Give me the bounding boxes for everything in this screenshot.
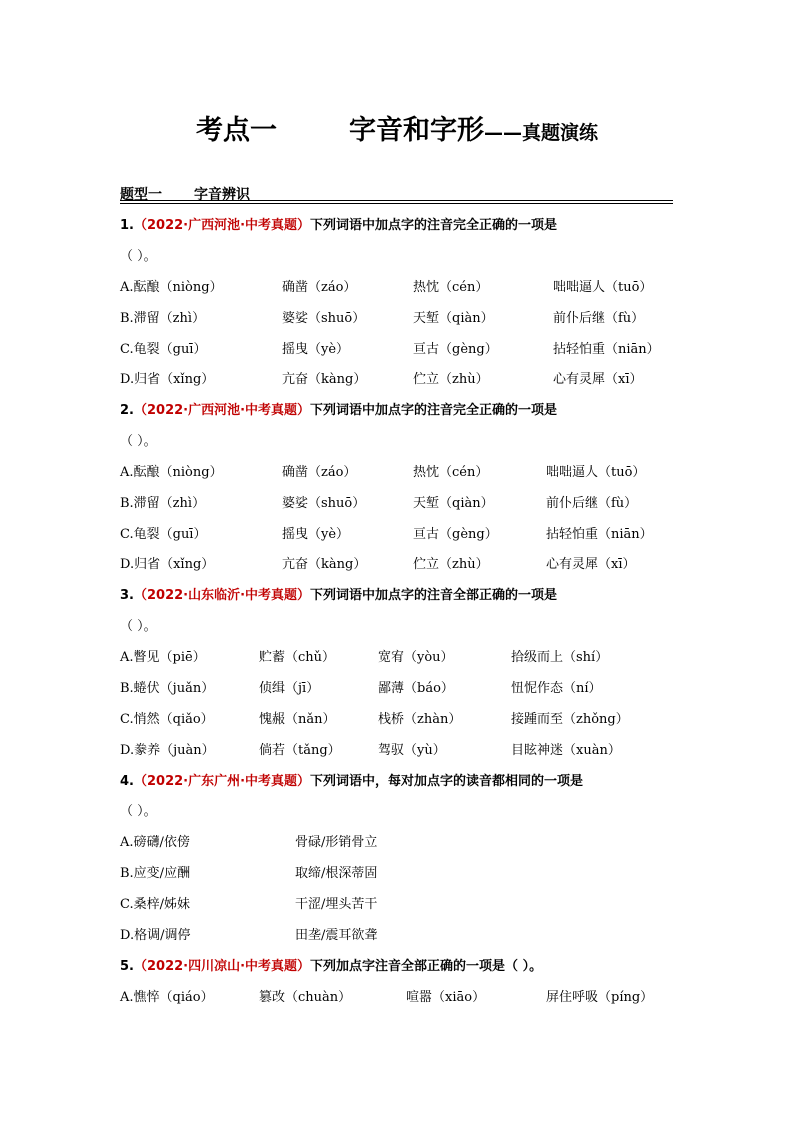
question-number: 2. bbox=[120, 403, 134, 418]
option-text: 拈轻怕重（niān） bbox=[553, 342, 660, 357]
option-text: 前仆后继（fù） bbox=[546, 496, 638, 511]
option-text: D.豢养（juàn） bbox=[120, 743, 215, 758]
section-heading bbox=[120, 184, 673, 204]
option-text: 咄咄逼人（tuō） bbox=[553, 280, 653, 295]
option-text: D.归省（xǐng） bbox=[120, 557, 215, 572]
option-text: 伫立（zhù） bbox=[413, 557, 489, 572]
option-text: B.滞留（zhì） bbox=[120, 311, 206, 326]
option-text: A.酝酿（niòng） bbox=[120, 465, 223, 480]
option-text: 愧赧（nǎn） bbox=[259, 712, 336, 727]
question-2-stem-line bbox=[120, 403, 557, 419]
option-text: 忸怩作态（ní） bbox=[511, 681, 602, 696]
option-text: 亘古（gèng） bbox=[413, 527, 498, 542]
option-text: A.酝酿（niòng） bbox=[120, 280, 223, 295]
option-text: 拾级而上（shí） bbox=[511, 650, 609, 665]
question-stem: 下列词语中加点字的注音完全正确的一项是 bbox=[310, 403, 558, 418]
option-text: 伫立（zhù） bbox=[413, 372, 489, 387]
option-text: 心有灵犀（xī） bbox=[553, 372, 643, 387]
option-text: 亢奋（kàng） bbox=[282, 557, 367, 572]
option-text: 鄙薄（báo） bbox=[378, 681, 454, 696]
title-part1: 考点一 bbox=[195, 115, 277, 146]
option-text: 前仆后继（fù） bbox=[553, 311, 645, 326]
option-text: 咄咄逼人（tuō） bbox=[546, 465, 646, 480]
question-3-stem-line bbox=[120, 588, 557, 604]
option-text: 屏住呼吸（píng） bbox=[546, 990, 654, 1005]
option-text: 摇曳（yè） bbox=[282, 342, 350, 357]
option-text: 骨碌/形销骨立 bbox=[295, 835, 378, 850]
question-source: （2022·山东临沂·中考真题） bbox=[133, 588, 311, 603]
question-3-blank: （ ）。 bbox=[120, 619, 157, 634]
option-text: 喧嚣（xiāo） bbox=[406, 990, 486, 1005]
title-part2: 字音和字形 bbox=[348, 115, 484, 146]
option-text: 目眩神迷（xuàn） bbox=[511, 743, 621, 758]
question-stem: 下列词语中加点字的注音完全正确的一项是 bbox=[310, 218, 558, 233]
question-stem: 下列词语中，每对加点字的读音都相同的一项是 bbox=[310, 774, 584, 789]
question-source: （2022·广西河池·中考真题） bbox=[133, 403, 311, 418]
option-text: 取缔/根深蒂固 bbox=[295, 866, 378, 881]
option-text: 侦缉（jī） bbox=[259, 681, 320, 696]
section-divider bbox=[120, 200, 673, 201]
option-text: 亢奋（kàng） bbox=[282, 372, 367, 387]
option-text: 亘古（gèng） bbox=[413, 342, 498, 357]
question-source: （2022·广东广州·中考真题） bbox=[133, 774, 311, 789]
option-text: 确凿（záo） bbox=[282, 465, 357, 480]
option-text: 干涩/埋头苦干 bbox=[295, 897, 378, 912]
question-5-stem-line bbox=[120, 959, 542, 975]
question-number: 5. bbox=[120, 959, 134, 974]
option-text: 接踵而至（zhǒng） bbox=[511, 712, 629, 727]
option-text: C.悄然（qiǎo） bbox=[120, 712, 214, 727]
section-label: 题型一 bbox=[120, 187, 162, 203]
option-text: 摇曳（yè） bbox=[282, 527, 350, 542]
option-text: C.桑梓/姊妹 bbox=[120, 897, 190, 912]
option-text: C.龟裂（guī） bbox=[120, 342, 207, 357]
option-text: 天堑（qiàn） bbox=[413, 496, 494, 511]
option-text: 热忱（cén） bbox=[413, 465, 489, 480]
option-text: 栈桥（zhàn） bbox=[378, 712, 462, 727]
option-text: 宽宥（yòu） bbox=[378, 650, 454, 665]
section-divider-2 bbox=[120, 203, 673, 204]
option-text: C.龟裂（guī） bbox=[120, 527, 207, 542]
option-text: 婆娑（shuō） bbox=[282, 311, 366, 326]
title-suffix: ——真题演练 bbox=[483, 122, 598, 144]
option-text: 确凿（záo） bbox=[282, 280, 357, 295]
option-text: 心有灵犀（xī） bbox=[546, 557, 636, 572]
option-text: A.磅礴/依傍 bbox=[120, 835, 190, 850]
option-text: 田垄/震耳欲聋 bbox=[295, 928, 378, 943]
question-source: （2022·四川凉山·中考真题） bbox=[133, 959, 311, 974]
option-text: B.应变/应酬 bbox=[120, 866, 191, 881]
option-text: 篡改（chuàn） bbox=[259, 990, 352, 1005]
option-text: D.格调/调停 bbox=[120, 928, 191, 943]
option-text: A.瞥见（piē） bbox=[120, 650, 206, 665]
question-number: 4. bbox=[120, 774, 134, 789]
question-stem: 下列词语中加点字的注音全部正确的一项是 bbox=[310, 588, 558, 603]
question-4-blank: （ ）。 bbox=[120, 804, 157, 819]
question-4-stem-line bbox=[120, 774, 583, 790]
option-text: 热忱（cén） bbox=[413, 280, 489, 295]
option-text: 贮蓄（chǔ） bbox=[259, 650, 336, 665]
option-text: 天堑（qiàn） bbox=[413, 311, 494, 326]
question-stem: 下列加点字注音全部正确的一项是（ ）。 bbox=[310, 959, 543, 974]
option-text: D.归省（xǐng） bbox=[120, 372, 215, 387]
question-1-stem-line bbox=[120, 218, 557, 234]
option-text: 拈轻怕重（niān） bbox=[546, 527, 653, 542]
question-number: 3. bbox=[120, 588, 134, 603]
option-text: A.憔悴（qiáo） bbox=[120, 990, 214, 1005]
option-text: B.蜷伏（juǎn） bbox=[120, 681, 215, 696]
question-source: （2022·广西河池·中考真题） bbox=[133, 218, 311, 233]
section-title: 字音辨识 bbox=[194, 187, 250, 203]
question-2-blank: （ ）。 bbox=[120, 434, 157, 449]
option-text: 驾驭（yù） bbox=[378, 743, 446, 758]
option-text: B.滞留（zhì） bbox=[120, 496, 206, 511]
option-text: 婆娑（shuō） bbox=[282, 496, 366, 511]
page-title bbox=[0, 108, 794, 147]
question-1-blank: （ ）。 bbox=[120, 249, 157, 264]
question-number: 1. bbox=[120, 218, 134, 233]
option-text: 倘若（tǎng） bbox=[259, 743, 341, 758]
